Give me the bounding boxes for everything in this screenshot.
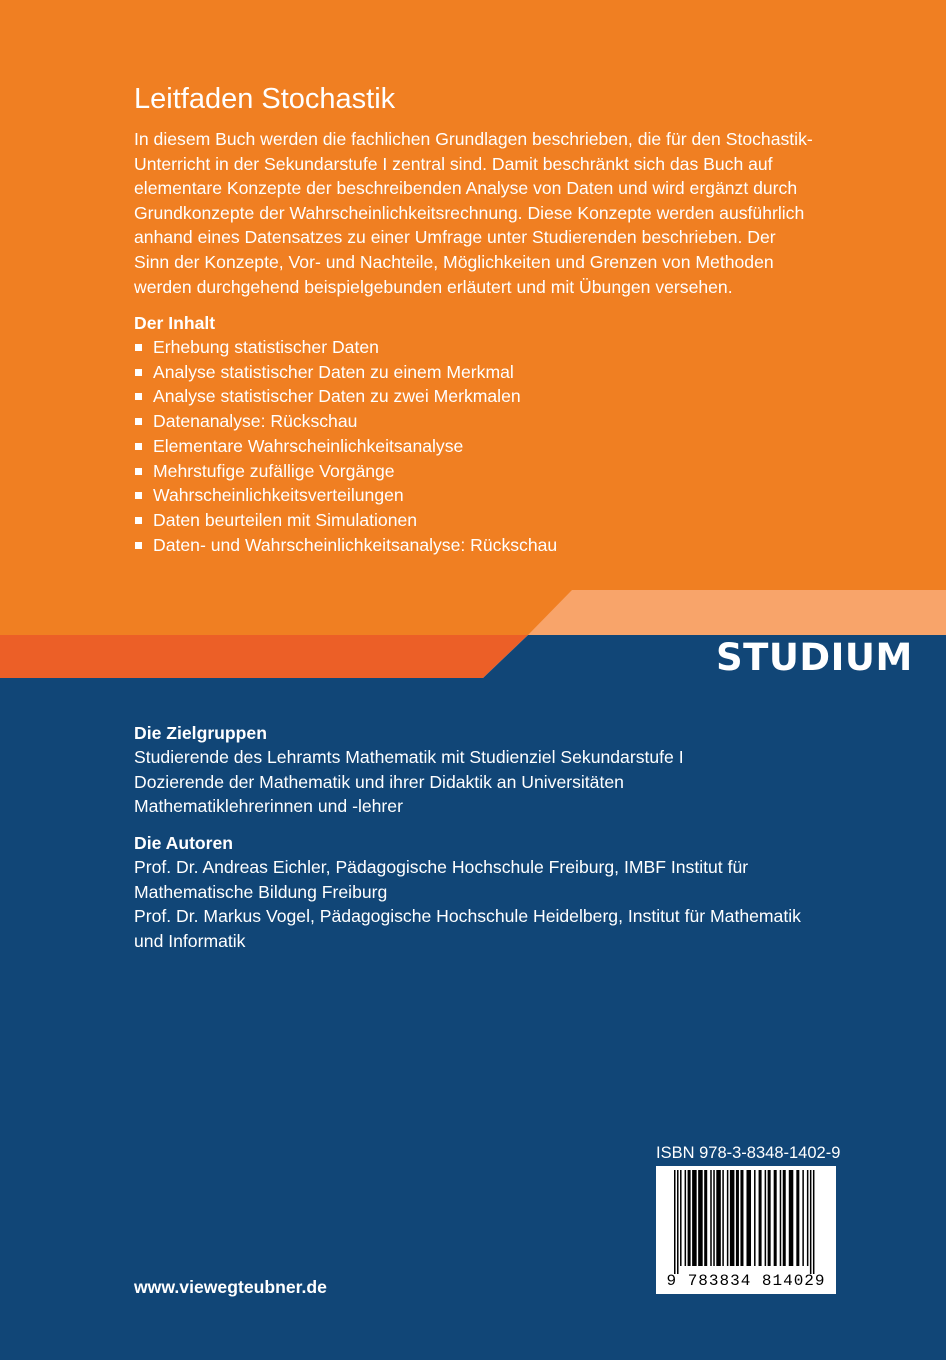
list-item-label: Mehrstufige zufällige Vorgänge <box>153 460 395 481</box>
list-item-label: Erhebung statistischer Daten <box>153 337 379 357</box>
barcode-bar <box>754 1170 756 1266</box>
barcode-bar <box>807 1170 809 1266</box>
barcode-bar <box>765 1170 767 1266</box>
list-item <box>134 335 557 360</box>
barcode-bar <box>774 1170 777 1266</box>
list-item <box>134 508 557 533</box>
barcode-bar <box>759 1170 762 1266</box>
barcode-bar <box>685 1170 687 1266</box>
intro-paragraph <box>134 127 864 299</box>
barcode-bar <box>680 1170 682 1266</box>
author-line: Prof. Dr. Markus Vogel, Pädagogische Hochschule Heidelberg, Institut für Mathematik <box>134 906 801 927</box>
authors-text <box>134 855 854 954</box>
barcode-bar <box>704 1170 707 1266</box>
publisher-url: www.viewegteubner.de <box>134 1277 327 1297</box>
barcode-bar <box>802 1170 804 1266</box>
barcode-bar <box>780 1170 782 1266</box>
square-bullet-icon <box>135 517 142 524</box>
list-item-label: Daten- und Wahrscheinlichkeitsanalyse: Rückschau <box>153 534 558 555</box>
square-bullet-icon <box>135 418 142 425</box>
list-item <box>134 409 557 434</box>
isbn-label: ISBN 978-3-8348-1402-9 <box>656 1144 841 1162</box>
intro-line: Sinn der Konzepte, Vor- und Nachteile, Möglichkeiten und Grenzen von Methoden <box>134 251 774 272</box>
barcode-bar <box>768 1170 771 1266</box>
target-group-line: Dozierende der Mathematik und ihrer Didaktik an Universitäten <box>134 771 624 792</box>
intro-line: werden durchgehend beispielgebunden erläutert und mit Übungen versehen. <box>134 276 733 297</box>
intro-line: Grundkonzepte der Wahrscheinlichkeitsrechnung. Diese Konzepte werden ausführlich <box>134 202 805 223</box>
square-bullet-icon <box>135 369 142 376</box>
barcode-bar <box>730 1170 735 1266</box>
target-groups-text <box>134 745 854 819</box>
intro-line: Unterricht in der Sekundarstufe I zentral sind. Damit beschränkt sich das Buch auf <box>134 153 773 174</box>
contents-heading: Der Inhalt <box>134 313 216 333</box>
barcode-bar <box>783 1170 786 1266</box>
authors-heading: Die Autoren <box>134 833 234 853</box>
square-bullet-icon <box>135 344 142 351</box>
barcode-bar <box>740 1170 743 1266</box>
list-item-label: Analyse statistischer Daten zu zwei Merkmalen <box>153 386 521 407</box>
barcode-bar <box>692 1170 697 1266</box>
barcode-bar <box>789 1170 794 1266</box>
barcode-bar <box>722 1170 724 1266</box>
intro-line: anhand eines Datensatzes zu einer Umfrage unter Studierenden beschrieben. Der <box>134 227 776 248</box>
list-item-label: Analyse statistischer Daten zu einem Merkmal <box>153 361 514 382</box>
list-item <box>134 459 557 484</box>
intro-line: In diesem Buch werden die fachlichen Grundlagen beschrieben, die für den Stochastik- <box>134 129 813 149</box>
list-item-label: Daten beurteilen mit Simulationen <box>153 509 418 530</box>
barcode-bar <box>677 1170 679 1274</box>
barcode-bar <box>810 1170 812 1274</box>
target-group-line: Mathematiklehrerinnen und -lehrer <box>134 796 403 817</box>
list-item-label: Wahrscheinlichkeitsverteilungen <box>153 485 404 506</box>
barcode-digits: 9 783834 814029 <box>666 1272 826 1290</box>
square-bullet-icon <box>135 468 142 475</box>
contents-list <box>134 335 557 557</box>
list-item <box>134 360 557 385</box>
square-bullet-icon <box>135 542 142 549</box>
square-bullet-icon <box>135 393 142 400</box>
barcode-bar <box>716 1170 721 1266</box>
barcode-bar <box>688 1170 691 1266</box>
list-item <box>134 384 557 409</box>
target-group-line: Studierende des Lehramts Mathematik mit Studienziel Sekundarstufe I <box>134 747 684 767</box>
list-item <box>134 483 557 508</box>
list-item <box>134 434 557 459</box>
barcode-bar <box>736 1170 739 1266</box>
list-item <box>134 533 557 558</box>
barcode-bar <box>710 1170 712 1266</box>
author-line: Mathematische Bildung Freiburg <box>134 881 388 902</box>
barcode-bar <box>727 1170 729 1266</box>
series-label: STUDIUM <box>716 636 913 679</box>
author-line: Prof. Dr. Andreas Eichler, Pädagogische Hochschule Freiburg, IMBF Institut für <box>134 857 749 877</box>
square-bullet-icon <box>135 443 142 450</box>
barcode-bar <box>698 1170 703 1266</box>
barcode-bar <box>713 1170 715 1266</box>
intro-line: elementare Konzepte der beschreibenden Analyse von Daten und wird ergänzt durch <box>134 178 798 199</box>
target-groups-heading: Die Zielgruppen <box>134 723 267 743</box>
book-title: Leitfaden Stochastik <box>134 83 396 115</box>
barcode <box>656 1166 836 1294</box>
list-item-label: Elementare Wahrscheinlichkeitsanalyse <box>153 435 464 456</box>
barcode-bar <box>796 1170 799 1266</box>
barcode-bar <box>813 1170 815 1274</box>
author-line: und Informatik <box>134 931 246 952</box>
square-bullet-icon <box>135 492 142 499</box>
barcode-bar <box>746 1170 751 1266</box>
barcode-bar <box>674 1170 676 1274</box>
list-item-label: Datenanalyse: Rückschau <box>153 411 358 432</box>
